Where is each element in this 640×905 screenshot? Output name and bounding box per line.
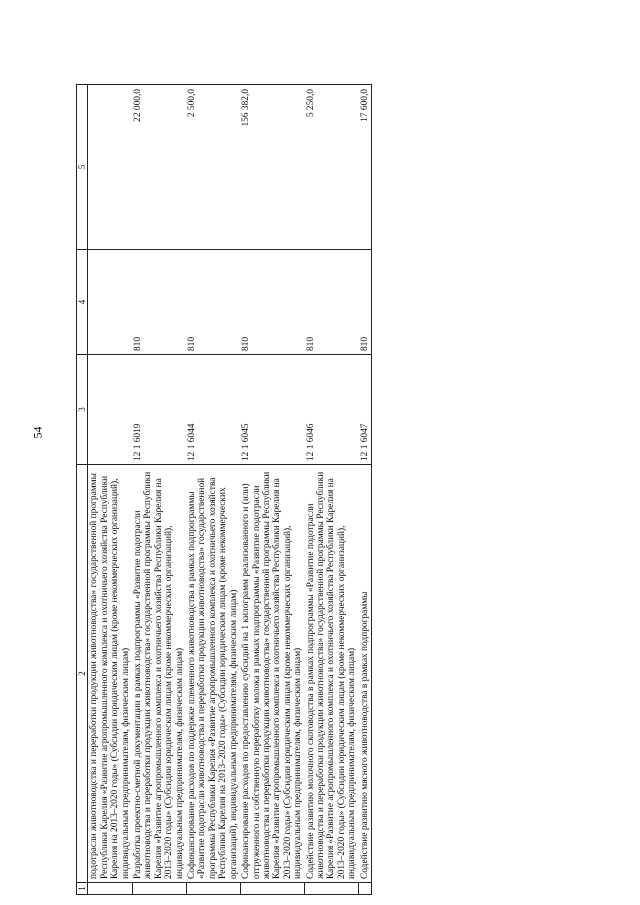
item-description-cell: Софинансирование расходов по поддержке племенного животноводства в рамках подпрограммы «Развитие подотрасли животноводства и переработки продукции животноводства» государственной программы Республики Карелия «Развитие агропромышленного комплекса и охотничьего хозяйства Республики Карелия на 2013–2020 годы» (Субсидии юридическим лицам (кроме некоммерческих организаций), индивидуальным предпринимателям, физическим лицам)	[186, 465, 240, 883]
budget-table-rotated	[76, 85, 590, 895]
row-number-cell	[359, 883, 372, 895]
target-code-cell: 12 1 6047	[359, 355, 372, 465]
expense-type-cell: 810	[359, 250, 372, 355]
target-code-cell: 12 1 6046	[305, 355, 359, 465]
page-number: 54	[30, 426, 45, 439]
amount-cell	[88, 85, 132, 250]
header-row	[77, 85, 88, 895]
budget-table	[76, 84, 372, 895]
table-row	[359, 85, 372, 895]
item-description-cell: Софинансирование расходов по предоставлению субсидий на 1 килограмм реализованного и (или) отгруженного на собственную переработку молока в рамках подпрограммы «Развитие подотрасли животноводства и переработки продукции животноводства» государственной программы Республики Карелия «Развитие агропромышленного комплекса и охотничьего хозяйства Республики Карелия на 2013–2020 годы» (Субсидии юридическим лицам (кроме некоммерческих организаций), индивидуальным предпринимателям, физическим лицам)	[240, 465, 304, 883]
expense-type-cell: 810	[132, 250, 186, 355]
amount-cell: 2 500,0	[186, 85, 240, 250]
row-number-cell	[186, 883, 240, 895]
table-row	[132, 85, 186, 895]
target-code-cell: 12 1 6045	[240, 355, 304, 465]
item-description-cell: Содействие развитию мясного животноводства в рамках подпрограммы	[359, 465, 372, 883]
row-number-cell	[240, 883, 304, 895]
header-col-5: 5	[77, 85, 88, 250]
expense-type-cell	[88, 250, 132, 355]
header-col-3: 3	[77, 355, 88, 465]
table-row	[305, 85, 359, 895]
table-row	[240, 85, 304, 895]
expense-type-cell: 810	[305, 250, 359, 355]
header-col-2: 2	[77, 465, 88, 883]
row-number-cell	[132, 883, 186, 895]
target-code-cell: 12 1 6044	[186, 355, 240, 465]
target-code-cell	[88, 355, 132, 465]
amount-cell: 5 250,0	[305, 85, 359, 250]
item-description-cell: Разработка проектно-сметной документации в рамках подпрограммы «Развитие подотрасли животноводства и переработки продукции животноводства» государственной программы Республики Карелия «Развитие агропромышленного комплекса и охотничьего хозяйства Республики Карелия на 2013–2020 годы» (Субсидии юридическим лицам (кроме некоммерческих организаций), индивидуальным предпринимателям, физическим лицам)	[132, 465, 186, 883]
target-code-cell: 12 1 6019	[132, 355, 186, 465]
expense-type-cell: 810	[240, 250, 304, 355]
expense-type-cell: 810	[186, 250, 240, 355]
item-description-cell: подотрасли животноводства и переработки продукции животноводства» государственной программы Республики Карелия «Развитие агропромышленного комплекса и охотничьего хозяйства Республики Карелия на 2013–2020 годы» (Субсидии юридическим лицам (кроме некоммерческих организаций), индивидуальным предпринимателям, физическим лицам)	[88, 465, 132, 883]
item-description-cell: Содействие развитию молочного скотоводства в рамках подпрограммы «Развитие подотрасли животноводства и переработки продукции животноводства» государственной программы Республики Карелия «Развитие агропромышленного комплекса и охотничьего хозяйства Республики Карелия на 2013–2020 годы» (Субсидии юридическим лицам (кроме некоммерческих организаций), индивидуальным предпринимателям, физическим лицам)	[305, 465, 359, 883]
header-col-1: 1	[77, 883, 88, 895]
table-row	[88, 85, 132, 895]
table-row	[186, 85, 240, 895]
amount-cell: 156 382,0	[240, 85, 304, 250]
row-number-cell	[305, 883, 359, 895]
row-number-cell	[88, 883, 132, 895]
header-col-4: 4	[77, 250, 88, 355]
amount-cell: 22 000,0	[132, 85, 186, 250]
amount-cell: 17 600,0	[359, 85, 372, 250]
